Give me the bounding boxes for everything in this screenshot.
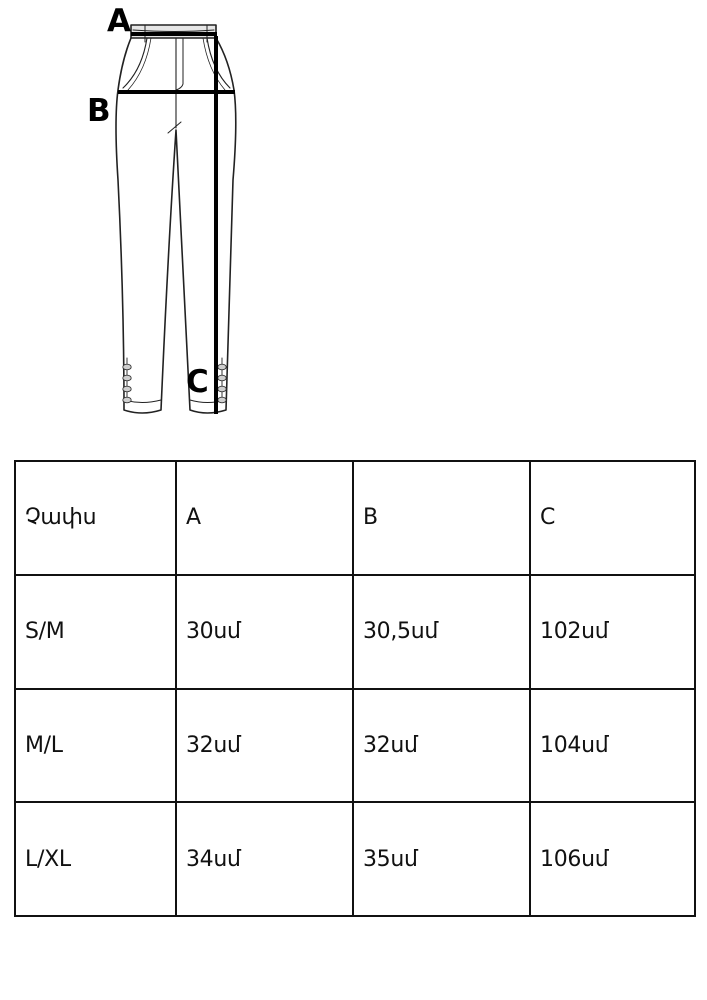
header-cell-a: A: [176, 461, 353, 575]
pants-measurement-diagram: [0, 0, 707, 430]
table-cell-size: S/M: [15, 575, 176, 689]
table-cell-c: 106սմ: [530, 802, 695, 916]
header-cell-c: C: [530, 461, 695, 575]
table-cell-a: 30սմ: [176, 575, 353, 689]
table-cell-size: L/XL: [15, 802, 176, 916]
pants-illustration: [0, 0, 707, 430]
table-header-row: [15, 461, 695, 575]
table-cell-b: 32սմ: [353, 689, 530, 803]
table-row: [15, 802, 695, 916]
table-cell-a: 34սմ: [176, 802, 353, 916]
table-cell-a: 32սմ: [176, 689, 353, 803]
size-chart-table: [14, 460, 696, 917]
table-cell-c: 104սմ: [530, 689, 695, 803]
table-cell-size: M/L: [15, 689, 176, 803]
table-cell-b: 35սմ: [353, 802, 530, 916]
label-c: C: [186, 364, 209, 400]
table-cell-c: 102սմ: [530, 575, 695, 689]
table-cell-b: 30,5սմ: [353, 575, 530, 689]
header-cell-b: B: [353, 461, 530, 575]
label-a: A: [107, 3, 131, 39]
table-row: [15, 575, 695, 689]
hem-buttons: [123, 364, 226, 403]
table-row: [15, 689, 695, 803]
header-cell-size: Չափս: [15, 461, 176, 575]
label-b: B: [87, 93, 111, 129]
